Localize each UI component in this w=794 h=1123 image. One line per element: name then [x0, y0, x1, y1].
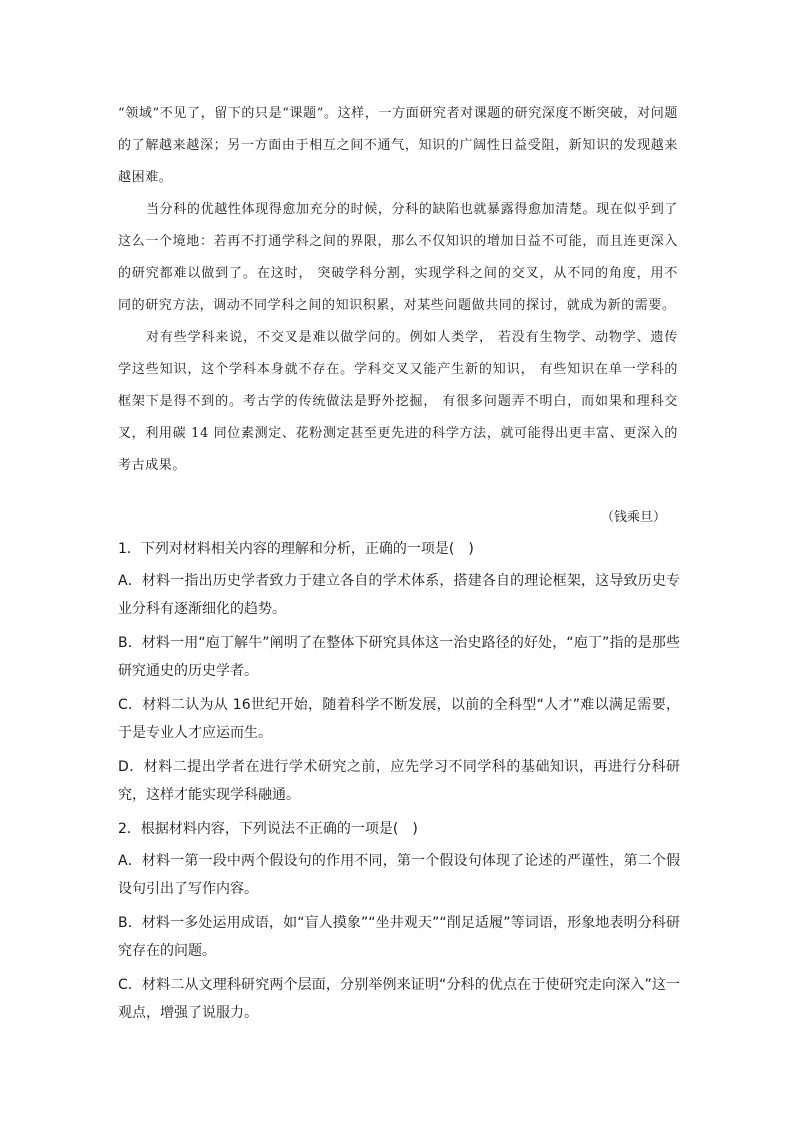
- question-option-c: C．材料二从文理科研究两个层面，分别举例来证明“分科的优点在于使研究走向深入”这一观点，增强了说服力。: [118, 977, 680, 1021]
- passage-paragraph-1: “领域”不见了，留下的只是“课题”。这样，一方面研究者对课题的研究深度不断突破，对问题的了解越来越深；另一方面由于相互之间不通气，知识的广阔性日益受阻，新知识的发现越来越困难。: [118, 106, 678, 185]
- question-option-a: A．材料一指出历史学者致力于建立各自的学术体系，搭建各自的理论框架，这导致历史专业分科有逐渐细化的趋势。: [118, 573, 680, 617]
- question-2: [118, 815, 680, 1027]
- question-stem: 2．根据材料内容，下列说法不正确的一项是( ): [118, 821, 418, 837]
- reading-passage: [118, 98, 678, 482]
- question-option-b: B．材料一多处运用成语，如“盲人摸象”“坐井观天”“削足适履”等词语，形象地表明分科研究存在的问题。: [118, 915, 680, 959]
- question-option-b: B．材料一用“庖丁解牛”阐明了在整体下研究具体这一治史路径的好处，“庖丁”指的是那些研究通史的历史学者。: [118, 635, 680, 679]
- question-option-c: C．材料二认为从 16世纪开始，随着科学不断发展，以前的全科型“人才”难以满足需要，于是专业人才应运而生。: [118, 697, 680, 741]
- question-stem: 1．下列对材料相关内容的理解和分析，正确的一项是( ): [118, 541, 474, 557]
- passage-paragraph-2: 当分科的优越性体现得愈加充分的时候，分科的缺陷也就暴露得愈加清楚。现在似乎到了这么一个境地：若再不打通学科之间的界限，那么不仅知识的增加日益不可能，而且连更深入的研究都难以做到了。在这时， 突破学科分割，实现学科之间的交叉，从不同的角度，用不同的研究方法，调动不同学科之间的知识积累，对某些问题做共同的探讨，就成为新的需要。: [118, 202, 678, 313]
- passage-paragraph-3: 对有些学科来说，不交叉是难以做学问的。例如人类学， 若没有生物学、动物学、遗传学这些知识，这个学科本身就不存在。学科交叉又能产生新的知识， 有些知识在单一学科的框架下是得不到的。考古学的传统做法是野外挖掘， 有很多问题弄不明白，而如果和理科交叉，利用碳 14 同位素测定、花粉测定甚至更先进的科学方法，就可能得出更丰富、更深入的考古成果。: [118, 330, 678, 473]
- question-option-d: D．材料二提出学者在进行学术研究之前，应先学习不同学科的基础知识，再进行分科研究，这样才能实现学科融通。: [118, 759, 680, 803]
- question-1: [118, 535, 680, 809]
- question-list: [118, 535, 680, 1033]
- question-option-a: A．材料一第一段中两个假设句的作用不同，第一个假设句体现了论述的严谨性，第二个假设句引出了写作内容。: [118, 853, 680, 897]
- passage-attribution: （钱乘旦）: [600, 510, 666, 525]
